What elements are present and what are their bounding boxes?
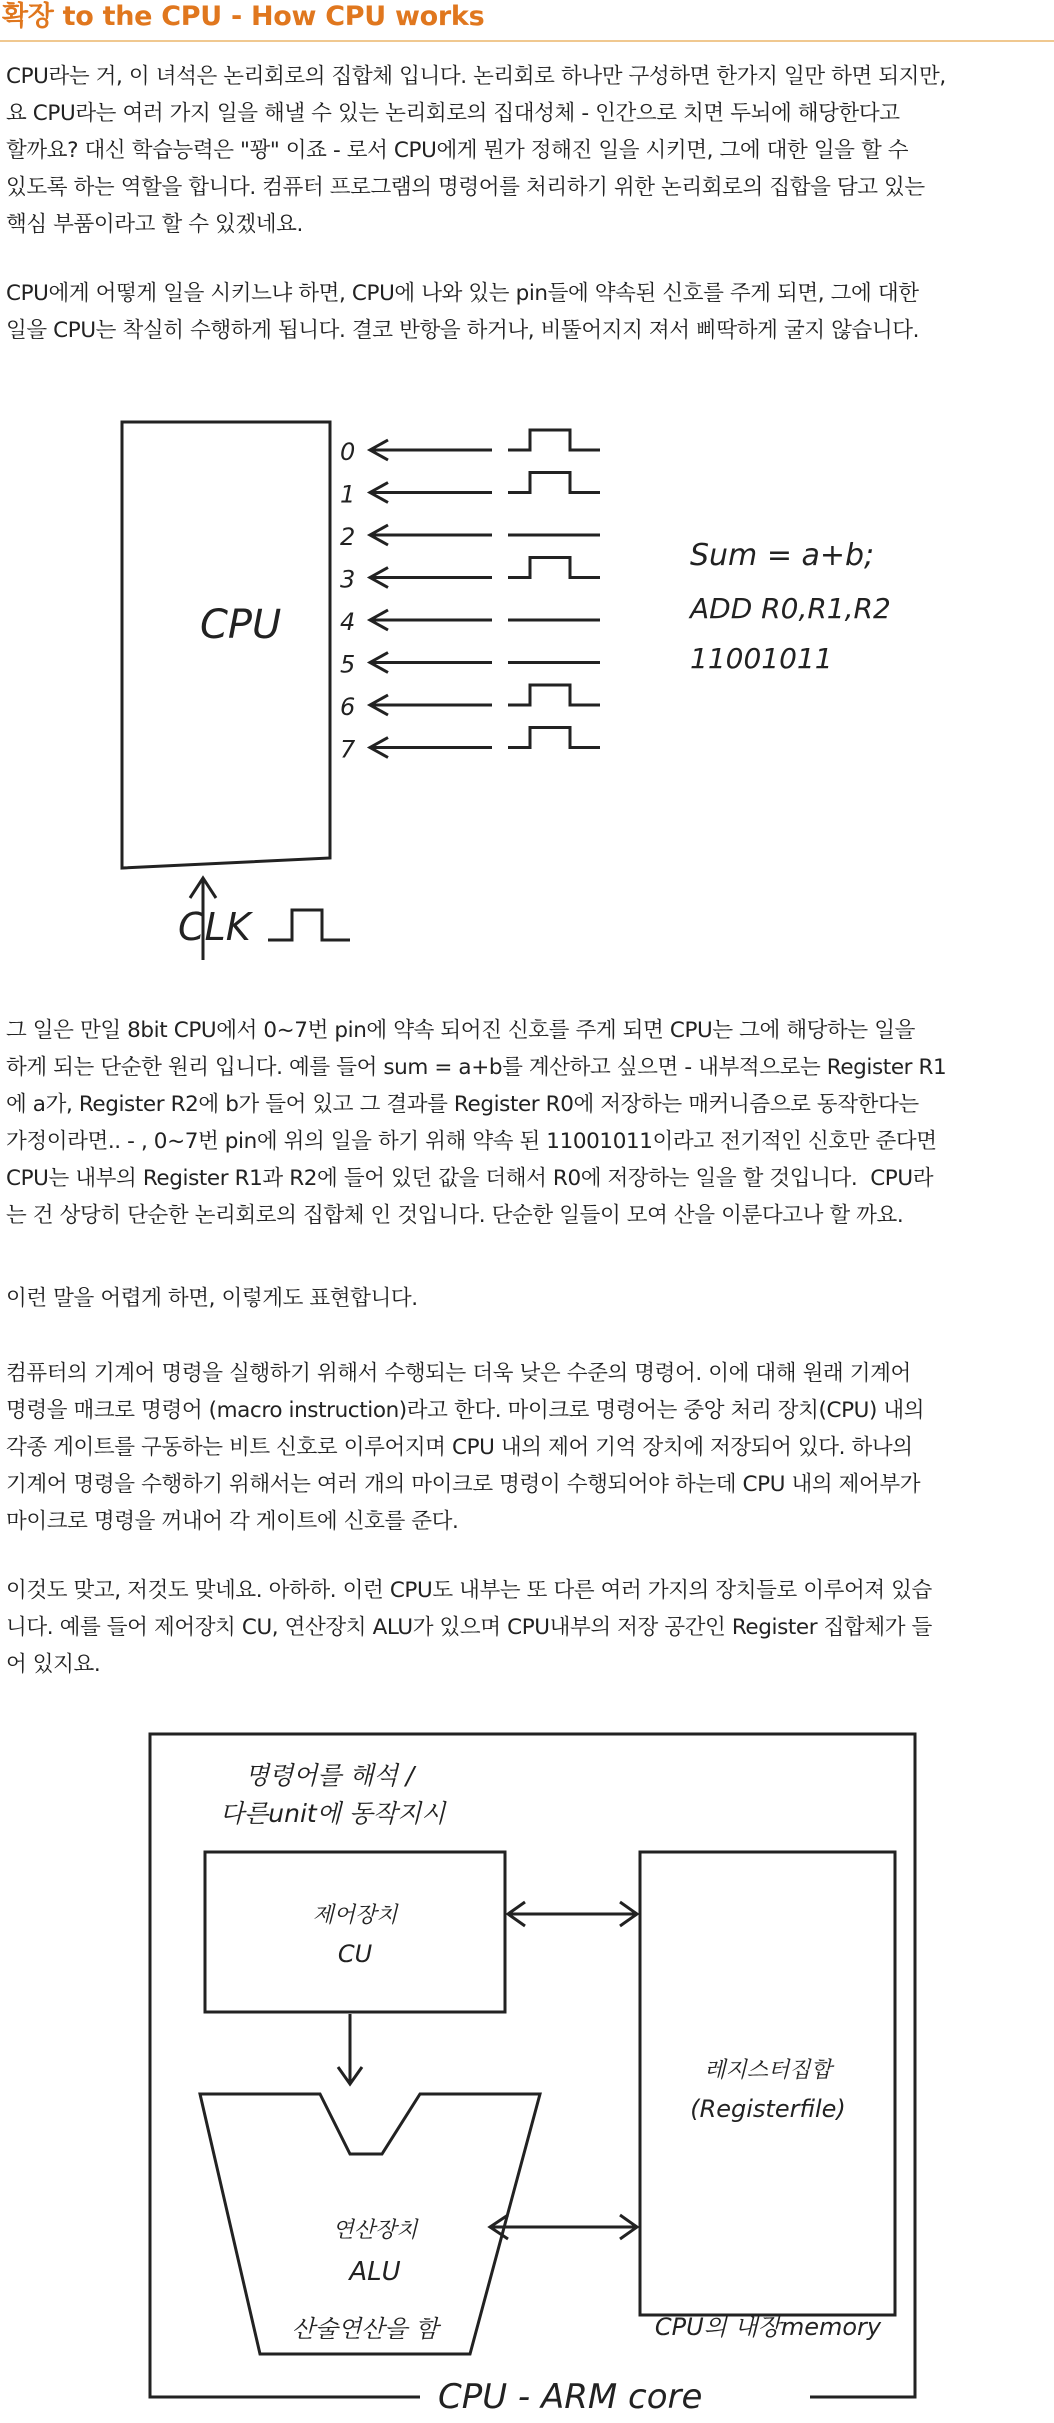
- pin-label-3: 3: [340, 565, 356, 594]
- paragraph-internals: 이것도 맞고, 저것도 맞네요. 아하하. 이런 CPU도 내부는 또 다른 여러 가지의 장치들로 이루어져 있습 니다. 예를 들어 제어장치 CU, 연산장치 ALU가 있으며 CPU내부의 저장 공간인 Register 집합체가 들 어 있지요.: [6, 1578, 932, 1677]
- pin-signal-1: [508, 473, 600, 493]
- pin-label-2: 2: [340, 523, 356, 551]
- note-add: ADD R0,R1,R2: [690, 592, 891, 625]
- pin-signal-0: [508, 430, 600, 450]
- register-label-1: 레지스터집합: [704, 2058, 832, 2083]
- paragraph-formal-intro: 이런 말을 어렵게 하면, 이렇게도 표현합니다.: [6, 1286, 418, 1311]
- pin-label-4: 4: [340, 608, 356, 636]
- post-title: 확장 to the CPU - How CPU works: [2, 1, 485, 32]
- paragraph-example: 그 일은 만일 8bit CPU에서 0~7번 pin에 약속 되어진 신호를 주게 되면 CPU는 그에 해당하는 일을 하게 되는 단순한 원리 입니다. 예를 들어 sum = a+b를 계산하고 싶으면 - 내부적으로는 Register R1 에 a가, Register R2에 b가 들어 있고 그 결과를 Register R0에 저장하는 매커니즘으로 동작한다는 가정이라면.. - , 0~7번 pin에 위의 일을 하기 위해 약속 된 11001011이라고 전기적인 신호만 준다면 CPU는 내부의 Register R1과 R2에 들어 있던 값을 더해서 R0에 저장하는 일을 할 것입니다. CPU라 는 건 상당히 단순한 논리회로의 집합체 인 것입니다. 단순한 일들이 모여 산을 이룬다고나 할 까요.: [6, 1018, 947, 1228]
- note-sum: Sum = a+b;: [690, 538, 875, 573]
- clk-pulse: [268, 910, 350, 940]
- paragraph-micro-instruction: 컴퓨터의 기계어 명령을 실행하기 위해서 수행되는 더욱 낮은 수준의 명령어. 이에 대해 원래 기계어 명령을 매크로 명령어 (macro instruction)라고 한다. 마이크로 명령어는 중앙 처리 장치(CPU) 내의 각종 게이트를 구동하는 비트 신호로 이루어지며 CPU 내의 제어 기억 장치에 저장되어 있다. 하나의 기계어 명령을 수행하기 위해서는 여러 개의 마이크로 명령이 수행되어야 하는데 CPU 내의 제어부가 마이크로 명령을 꺼내어 각 게이트에 신호를 준다.: [6, 1361, 925, 1534]
- pin-label-7: 7: [340, 735, 356, 764]
- arm-core-diagram: [120, 1722, 920, 2418]
- alu-label-2: ALU: [349, 2257, 401, 2287]
- paragraph-pins: CPU에게 어떻게 일을 시키느냐 하면, CPU에 나와 있는 pin들에 약속된 신호를 주게 되면, 그에 대한 일을 CPU는 착실히 수행하게 됩니다. 결코 반항을 하거나, 비뚤어지지 져서 삐딱하게 굴지 않습니다.: [6, 281, 920, 343]
- clk-label: CLK: [178, 905, 251, 949]
- pin-signal-7: [508, 728, 600, 748]
- paragraph-intro: CPU라는 거, 이 녀석은 논리회로의 집합체 입니다. 논리회로 하나만 구성하면 한가지 일만 하면 되지만, 요 CPU라는 여러 가지 일을 해낼 수 있는 논리회로의 집대성체 - 인간으로 치면 두뇌에 해당한다고 할까요? 대신 학습능력은 "꽝" 이죠 - 로서 CPU에게 뭔가 정해진 일을 시키면, 그에 대한 일을 할 수 있도록 하는 역할을 합니다. 컴퓨터 프로그램의 명령어를 처리하기 위한 논리회로의 집합을 담고 있는 핵심 부품이라고 할 수 있겠네요.: [6, 64, 946, 237]
- post-header: [0, 0, 1054, 42]
- pin-label-5: 5: [340, 650, 356, 679]
- cu-label-1: 제어장치: [312, 1903, 398, 1928]
- pin-signal-6: [508, 685, 600, 705]
- pin-label-6: 6: [340, 693, 356, 721]
- alu-label-1: 연산장치: [332, 2218, 418, 2243]
- register-box: [640, 1852, 895, 2315]
- cpu-pin-diagram: [100, 400, 920, 970]
- pin-label-1: 1: [340, 480, 356, 509]
- cu-box: [205, 1852, 505, 2012]
- cpu-label: CPU: [200, 602, 282, 648]
- core-label: CPU - ARM core: [438, 2377, 703, 2417]
- note-binary: 11001011: [690, 642, 833, 675]
- alu-caption: 산술연산을 함: [291, 2315, 439, 2343]
- pin-signal-3: [508, 558, 600, 578]
- caption-top-1: 명령어를 해석 /: [245, 1761, 415, 1790]
- register-caption: CPU의 내장memory: [654, 2313, 882, 2341]
- cu-label-2: CU: [337, 1940, 373, 1968]
- register-label-2: (Registerfile): [690, 2095, 846, 2123]
- caption-top-2: 다른unit에 동작지시: [220, 1799, 446, 1828]
- pin-label-0: 0: [340, 438, 356, 466]
